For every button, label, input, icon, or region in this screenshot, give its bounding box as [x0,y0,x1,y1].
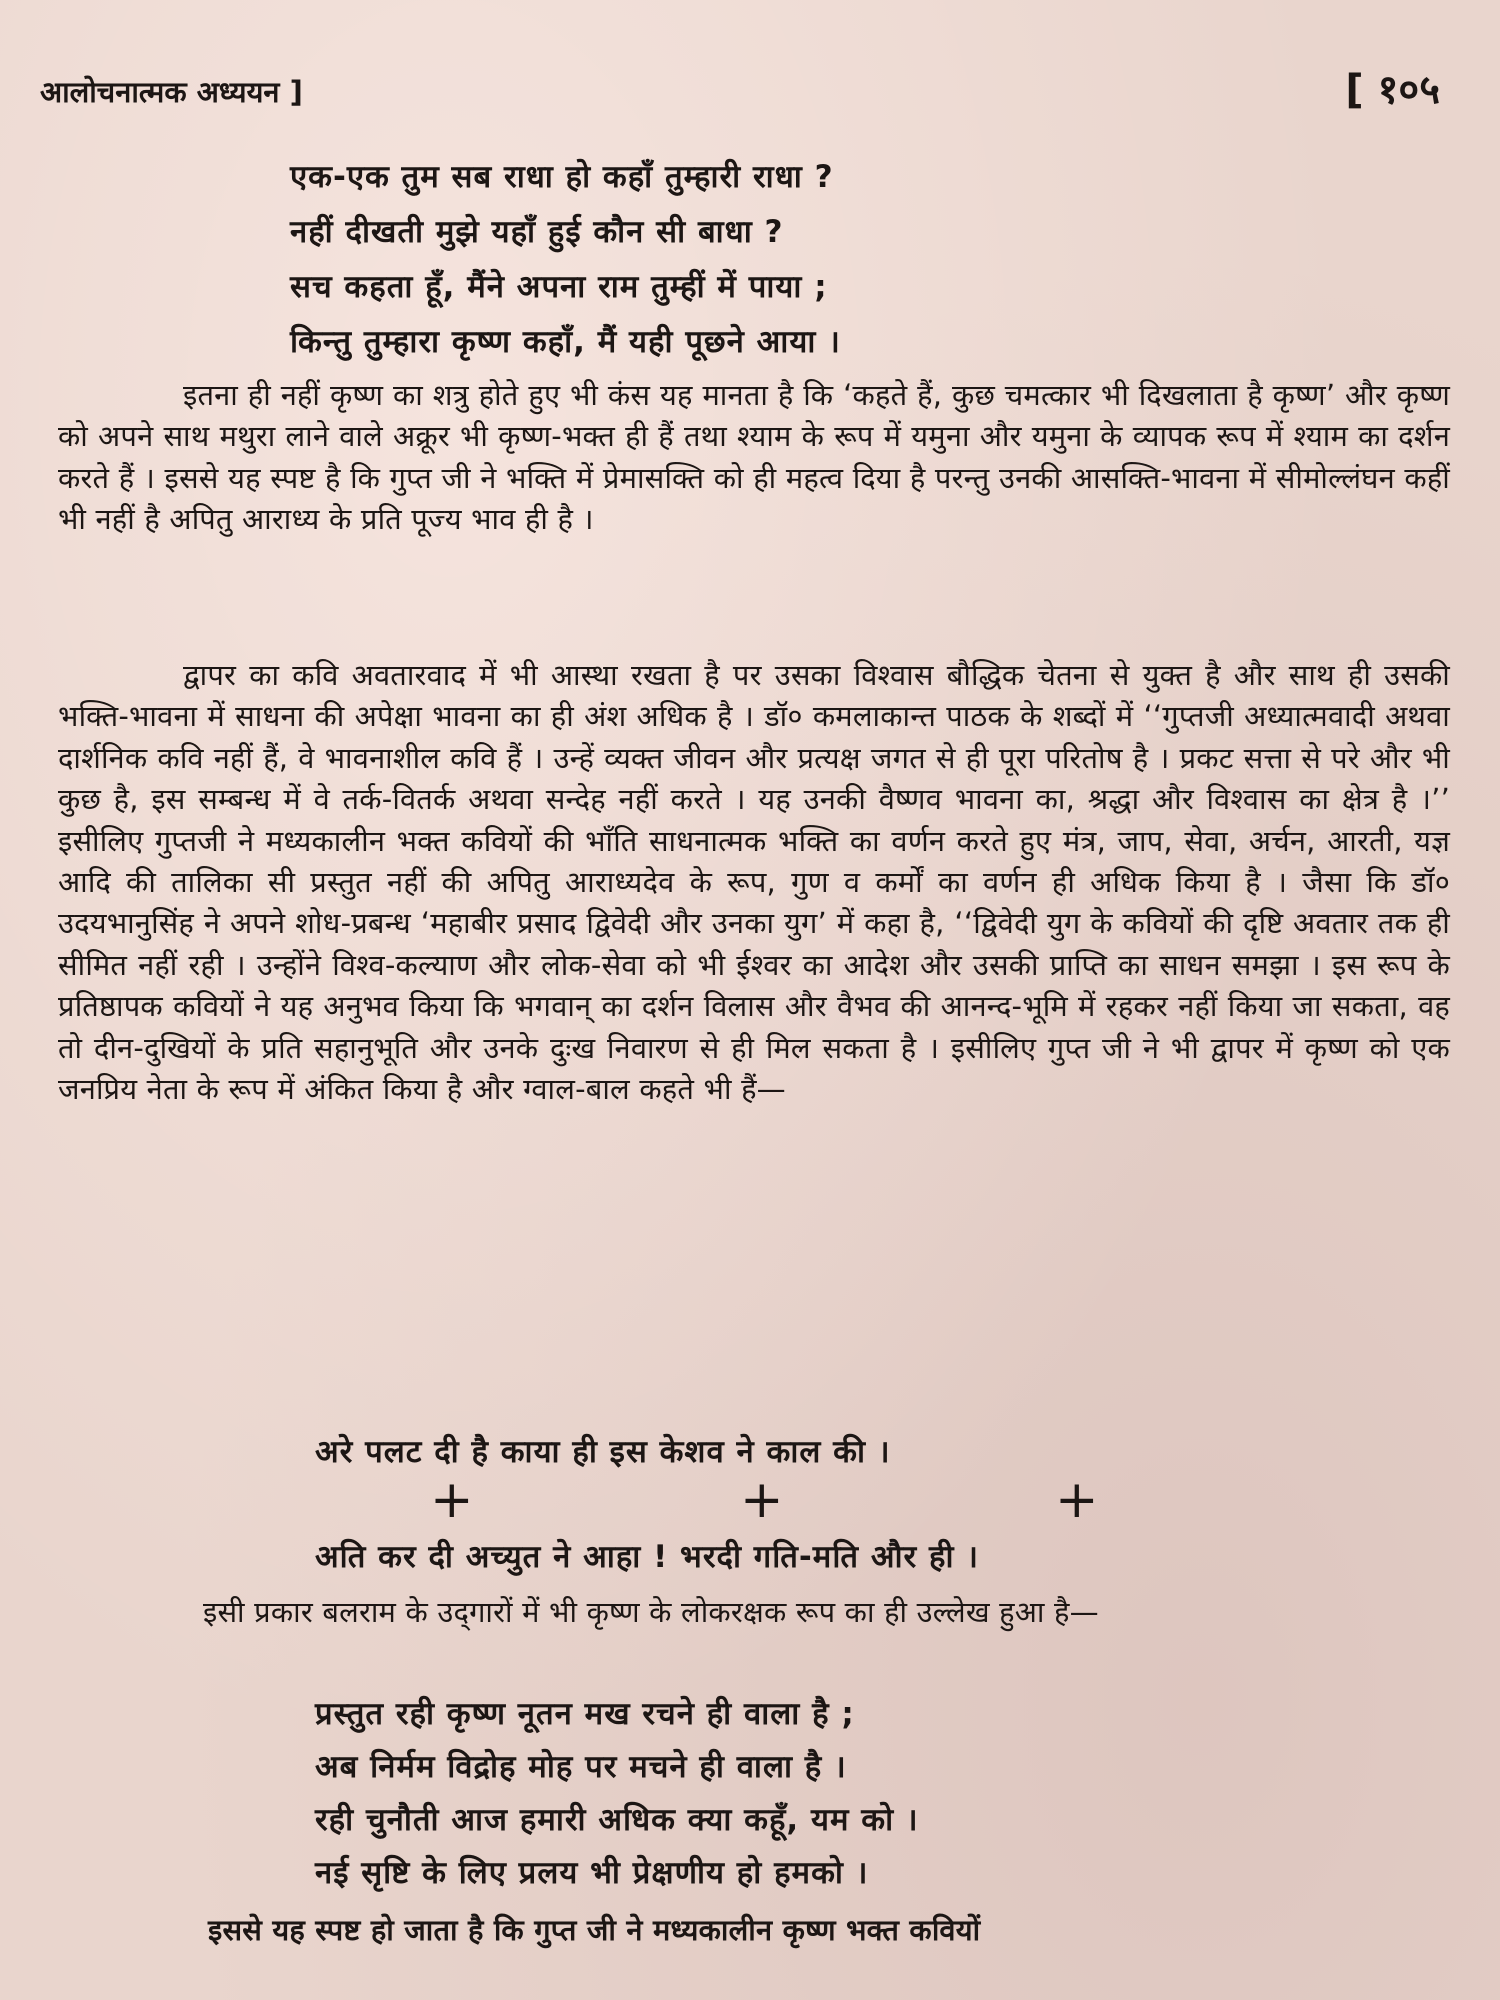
verse-line: नई सृष्टि के लिए प्रलय भी प्रेक्षणीय हो हमको । [315,1855,869,1891]
plus-mark: + [1055,1470,1099,1530]
plus-mark: + [740,1470,784,1530]
body-paragraph: इसी प्रकार बलराम के उद्‌गारों में भी कृष्ण के लोकरक्षक रूप का ही उल्लेख हुआ है— [203,1595,1099,1629]
plus-mark: + [430,1470,474,1530]
body-paragraph: इससे यह स्पष्ट हो जाता है कि गुप्त जी ने मध्यकालीन कृष्ण भक्त कवियों [208,1913,981,1947]
running-header: आलोचनात्मक अध्ययन ] [40,75,303,109]
verse-separator [0,1470,1500,1530]
verse-line: एक-एक तुम सब राधा हो कहाँ तुम्हारी राधा ? [290,159,834,195]
verse-line: किन्तु तुम्हारा कृष्ण कहाँ, मैं यही पूछने आया । [290,324,841,360]
body-paragraph: इतना ही नहीं कृष्ण का शत्रु होते हुए भी कंस यह मानता है कि ‘कहते हैं, कुछ चमत्कार भी दिखलाता है कृष्ण’ और कृष्ण को अपने साथ मथुरा लाने वाले अक्रूर भी कृष्ण-भक्त ही हैं तथा श्याम के रूप में यमुना और यमुना के व्यापक रूप में श्याम का दर्शन करते हैं । इससे यह स्पष्ट है कि गुप्त जी ने भक्ति में प्रेमासक्ति को ही महत्व दिया है परन्तु उनकी आसक्ति-भावना में सीमोल्लंघन कहीं भी नहीं है अपितु आराध्य के प्रति पूज्य भाव ही है । [58,378,1450,537]
verse-line: सच कहता हूँ, मैंने अपना राम तुम्हीं में पाया ; [290,269,828,305]
body-paragraph: द्वापर का कवि अवतारवाद में भी आस्था रखता है पर उसका विश्वास बौद्धिक चेतना से युक्त है और साथ ही उसकी भक्ति-भावना में साधना की अपेक्षा भावना का ही अंश अधिक है । डॉ० कमलाकान्त पाठक के शब्दों में ‘‘गुप्तजी अध्यात्मवादी अथवा दार्शनिक कवि नहीं हैं, वे भावनाशील कवि हैं । उन्हें व्यक्त जीवन और प्रत्यक्ष जगत से ही पूरा परितोष है । प्रकट सत्ता से परे और भी कुछ है, इस सम्बन्ध में वे तर्क-वितर्क अथवा सन्देह नहीं करते । यह उनकी वैष्णव भावना का, श्रद्धा और विश्वास का क्षेत्र है ।’’ इसीलिए गुप्तजी ने मध्यकालीन भक्त कवियों की भाँति साधनात्मक भक्ति का वर्णन करते हुए मंत्र, जाप, सेवा, अर्चन, आरती, यज्ञ आदि की तालिका सी प्रस्तुत नहीं की अपितु आराध्यदेव के रूप, गुण व कर्मों का वर्णन ही अधिक किया है । जैसा कि डॉ० उदयभानुसिंह ने अपने शोध-प्रबन्ध ‘महाबीर प्रसाद द्विवेदी और उनका युग’ में कहा है, ‘‘द्विवेदी युग के कवियों की दृष्टि अवतार तक ही सीमित नहीं रही । उन्होंने विश्व-कल्याण और लोक-सेवा को भी ईश्वर का आदेश और उसकी प्राप्ति का साधन समझा । इस रूप के प्रतिष्ठापक कवियों ने यह अनुभव किया कि भगवान् का दर्शन विलास और वैभव की आनन्द-भूमि में रहकर नहीं किया जा सकता, वह तो दीन-दुखियों के प्रति सहानुभूति और उनके दुःख निवारण से ही मिल सकता है । इसीलिए गुप्त जी ने भी द्वापर में कृष्ण को एक जनप्रिय नेता के रूप में अंकित किया है और ग्वाल-बाल कहते भी हैं— [58,658,1451,1107]
verse-line: नहीं दीखती मुझे यहाँ हुई कौन सी बाधा ? [290,214,784,250]
verse-line: प्रस्तुत रही कृष्ण नूतन मख रचने ही वाला है ; [315,1696,855,1732]
verse-line: अति कर दी अच्युत ने आहा ! भरदी गति-मति और ही । [315,1539,980,1575]
verse-line: अब निर्मम विद्रोह मोह पर मचने ही वाला है । [315,1749,847,1785]
verse-line: रही चुनौती आज हमारी अधिक क्या कहूँ, यम को । [315,1802,919,1838]
page-number: [ १०५ [1345,67,1440,113]
verse-line: अरे पलट दी है काया ही इस केशव ने काल की । [315,1434,891,1470]
